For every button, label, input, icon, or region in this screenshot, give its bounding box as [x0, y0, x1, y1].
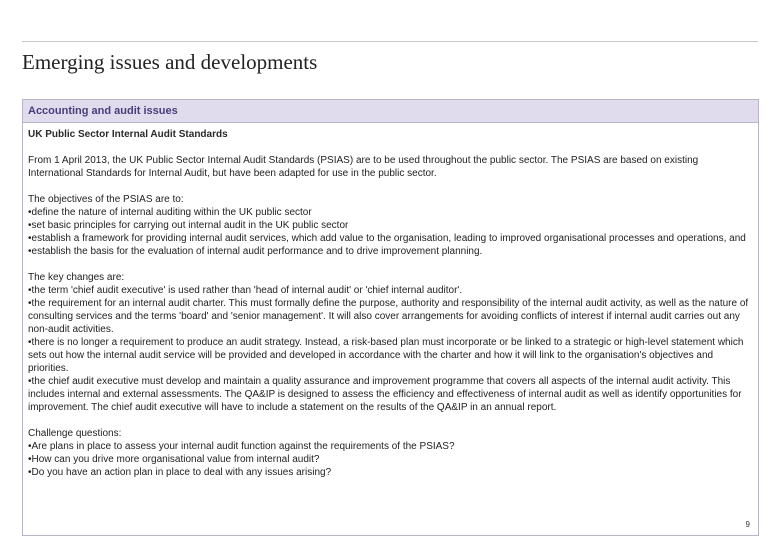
list-item: • the term 'chief audit executive' is used rather than 'head of internal audit' or 'chief internal auditor'.: [28, 284, 753, 297]
list-item: • set basic principles for carrying out internal audit in the UK public sector: [28, 219, 753, 232]
list-item: • establish the basis for the evaluation of internal audit performance and to drive improvement planning.: [28, 245, 753, 258]
objectives-intro: The objectives of the PSIAS are to:: [28, 194, 184, 205]
questions-intro: Challenge questions:: [28, 428, 122, 439]
page-number: 9: [745, 520, 750, 529]
questions-list: [28, 440, 753, 479]
list-item: • Do you have an action plan in place to deal with any issues arising?: [28, 466, 753, 479]
page-title: Emerging issues and developments: [22, 50, 318, 74]
issues-panel: [22, 99, 759, 536]
list-item: • How can you drive more organisational value from internal audit?: [28, 453, 753, 466]
changes-intro: The key changes are:: [28, 272, 125, 283]
panel-header: Accounting and audit issues: [23, 100, 758, 123]
list-item: • establish a framework for providing internal audit services, which add value to the organisation, leading to improved organisational processes and operations, and: [28, 232, 753, 245]
list-item: • Are plans in place to assess your internal audit function against the requirements of the PSIAS?: [28, 440, 753, 453]
list-item: • the requirement for an internal audit charter. This must formally define the purpose, authority and responsibility of the internal audit activity, as well as the nature of consulting services and the terms 'board' and 'senior management'. It will also cover arrangements for avoiding conflicts of interest if internal audit carries out any non-audit activities.: [28, 297, 753, 336]
list-item: • the chief audit executive must develop and maintain a quality assurance and improvement programme that covers all aspects of the internal audit activity. This includes internal and external assessments. The QA&IP is designed to assess the efficiency and effectiveness of internal audit as well as identify opportunities for improvement. The chief audit executive will have to include a statement on the results of the QA&IP in an annual report.: [28, 375, 753, 414]
changes-list: [28, 284, 753, 414]
objectives-list: [28, 206, 753, 258]
header-rule: [22, 41, 758, 42]
section-subheading: UK Public Sector Internal Audit Standards: [28, 129, 228, 140]
intro-paragraph: From 1 April 2013, the UK Public Sector Internal Audit Standards (PSIAS) are to be used throughout the public sector. The PSIAS are based on existing International Standards for Internal Audit, but have been adapted for use in the public sector.: [28, 155, 699, 179]
list-item: • there is no longer a requirement to produce an audit strategy. Instead, a risk-based plan must incorporate or be linked to a strategic or high-level statement which sets out how the internal audit service will be provided and developed in accordance with the charter and how it will link to the organisation's objectives and priorities.: [28, 336, 753, 375]
list-item: • define the nature of internal auditing within the UK public sector: [28, 206, 753, 219]
panel-body: [23, 123, 758, 479]
